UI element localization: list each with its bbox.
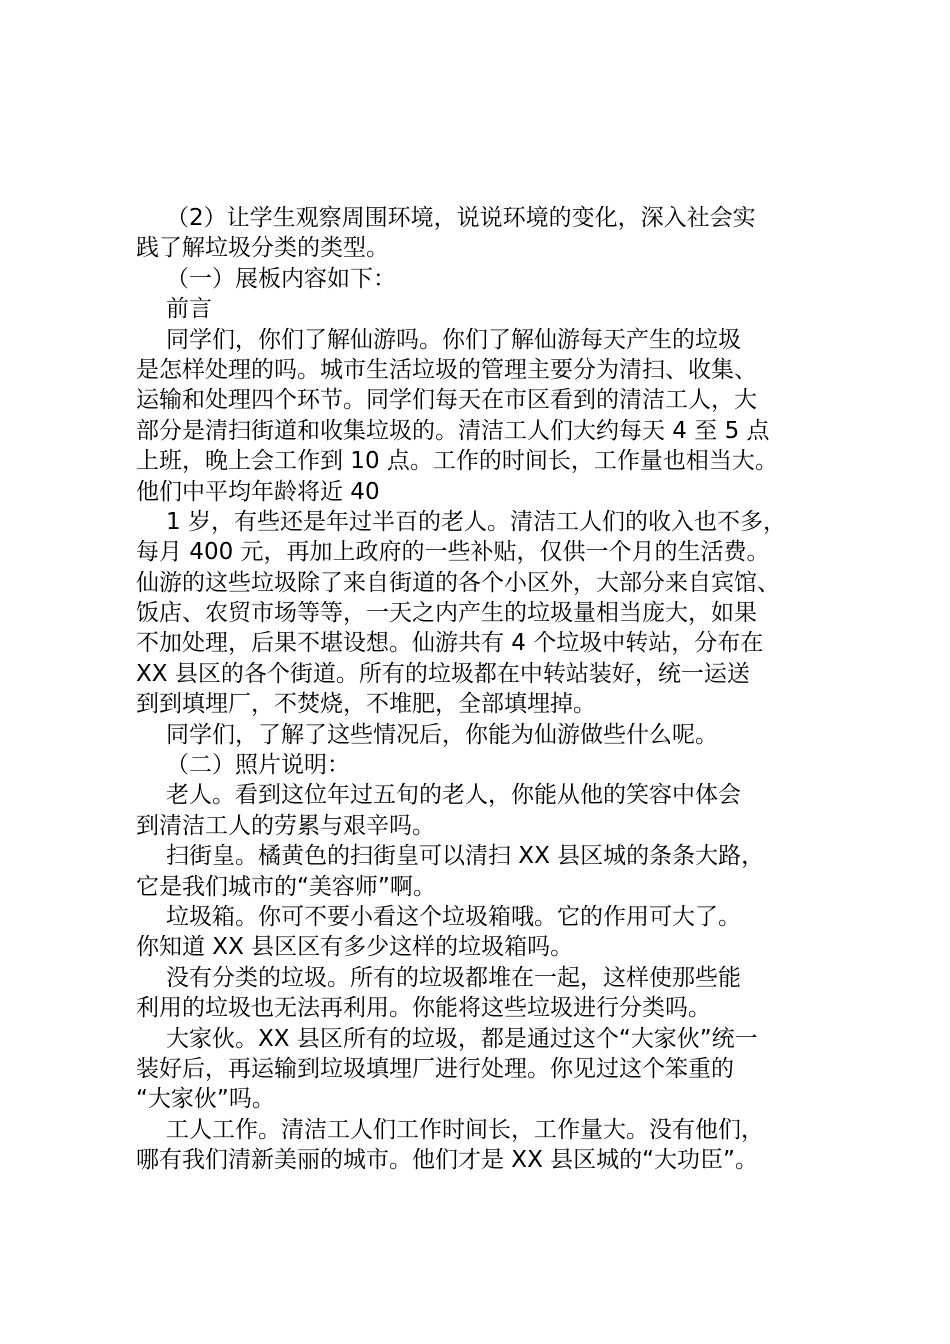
paragraph-line: 利用的垃圾也无法再利用。你能将这些垃圾进行分类吗。 xyxy=(136,995,711,1022)
paragraph-line: 没有分类的垃圾。所有的垃圾都堆在一起，这样使那些能 xyxy=(166,964,741,991)
paragraph-line: 饭店、农贸市场等等，一天之内产生的垃圾量相当庞大，如果 xyxy=(136,600,757,627)
paragraph-line: 哪有我们清新美丽的城市。他们才是 XX 县区城的“大功臣”。 xyxy=(136,1147,758,1174)
paragraph-line: 部分是清扫街道和收集垃圾的。清洁工人们大约每天 4 至 5 点 xyxy=(136,417,770,444)
section-heading: （二）照片说明： xyxy=(166,752,350,779)
paragraph-line: 践了解垃圾分类的类型。 xyxy=(136,235,389,262)
section-title: 前言 xyxy=(166,296,212,323)
paragraph-line: 不加处理，后果不堪设想。仙游共有 4 个垃圾中转站，分布在 xyxy=(136,630,764,657)
paragraph-line: 装好后，再运输到垃圾填埋厂进行处理。你见过这个笨重的 xyxy=(136,1055,734,1082)
paragraph-line: “大家伙”吗。 xyxy=(136,1086,275,1113)
paragraph-line: 扫街皇。橘黄色的扫街皇可以清扫 XX 县区城的条条大路， xyxy=(166,843,765,870)
paragraph-line: 他们中平均年龄将近 40 xyxy=(136,478,380,505)
paragraph-line: 你知道 XX 县区区有多少这样的垃圾箱吗。 xyxy=(136,934,574,961)
paragraph-line: 同学们，你们了解仙游吗。你们了解仙游每天产生的垃圾 xyxy=(166,326,741,353)
paragraph-line: 到清洁工人的劳累与艰辛吗。 xyxy=(136,812,435,839)
paragraph-line: 运输和处理四个环节。同学们每天在市区看到的清洁工人，大 xyxy=(136,387,757,414)
section-heading: （一）展板内容如下： xyxy=(166,265,396,292)
paragraph-line: 1 岁，有些还是年过半百的老人。清洁工人们的收入也不多， xyxy=(166,508,786,535)
paragraph-line: 大家伙。XX 县区所有的垃圾，都是通过这个“大家伙”统一 xyxy=(166,1025,758,1052)
paragraph-line: 到到填埋厂，不焚烧，不堆肥，全部填埋掉。 xyxy=(136,691,596,718)
paragraph-line: 同学们，了解了这些情况后，你能为仙游做些什么呢。 xyxy=(166,721,718,748)
paragraph-line: 是怎样处理的吗。城市生活垃圾的管理主要分为清扫、收集、 xyxy=(136,356,757,383)
paragraph-line: 它是我们城市的“美容师”啊。 xyxy=(136,873,436,900)
paragraph-line: 上班，晚上会工作到 10 点。工作的时间长，工作量也相当大。 xyxy=(136,448,778,475)
paragraph-line: 每月 400 元，再加上政府的一些补贴，仅供一个月的生活费。 xyxy=(136,539,770,566)
paragraph-line: 仙游的这些垃圾除了来自街道的各个小区外，大部分来自宾馆、 xyxy=(136,569,780,596)
paragraph-line: 工人工作。清洁工人们工作时间长，工作量大。没有他们， xyxy=(166,1116,764,1143)
paragraph-line: 垃圾箱。你可不要小看这个垃圾箱哦。它的作用可大了。 xyxy=(166,903,741,930)
paragraph-line: XX 县区的各个街道。所有的垃圾都在中转站装好，统一运送 xyxy=(136,660,750,687)
paragraph-line: （2）让学生观察周围环境，说说环境的变化，深入社会实 xyxy=(166,205,756,231)
paragraph-line: 老人。看到这位年过五旬的老人，你能从他的笑容中体会 xyxy=(166,782,741,809)
document-body xyxy=(136,203,836,1176)
